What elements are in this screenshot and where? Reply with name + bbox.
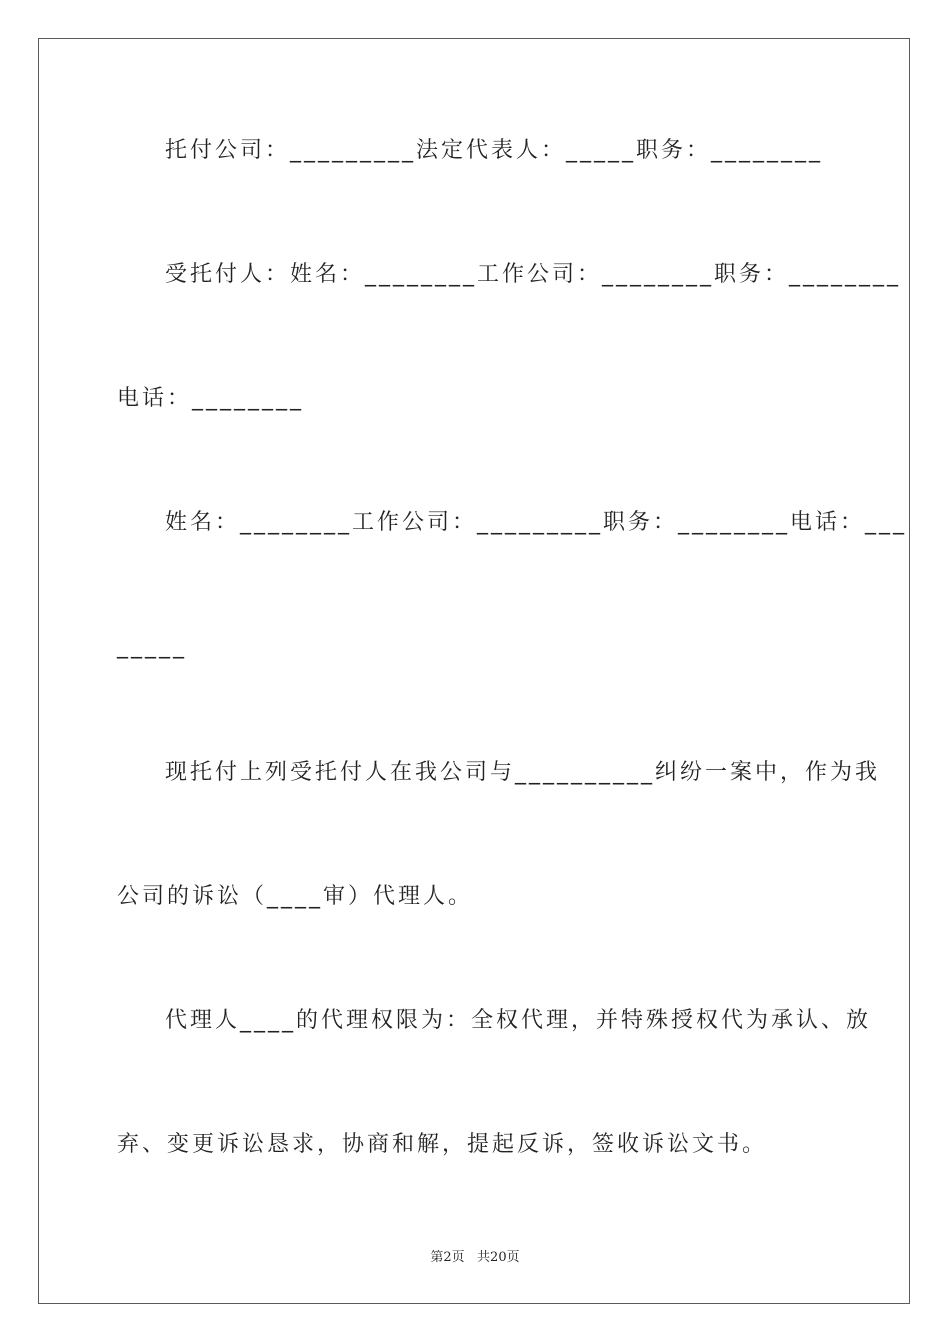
agent-two-line: 姓名：________工作公司：_________职务：________电话：___ [165,510,908,535]
page-frame [38,38,910,1304]
authority-paragraph-line-2: 弃、变更诉讼恳求，协商和解，提起反诉，签收诉讼文书。 [117,1132,768,1157]
agent-two-phone-continuation: _____ [117,634,187,659]
authority-paragraph-line-1: 代理人____的代理权限为：全权代理，并特殊授权代为承认、放 [165,1008,872,1033]
agent-one-line: 受托付人：姓名：________工作公司：________职务：________ [165,262,902,287]
page-number-footer: 第2页 共20页 [430,1250,520,1265]
authorization-paragraph-line-1: 现托付上列受托付人在我公司与__________纠纷一案中，作为我 [165,760,881,785]
principal-company-line: 托付公司：_________法定代表人：_____职务：________ [165,138,824,163]
agent-one-phone-line: 电话：________ [117,386,305,411]
authorization-paragraph-line-2: 公司的诉讼（____审）代理人。 [117,884,474,909]
